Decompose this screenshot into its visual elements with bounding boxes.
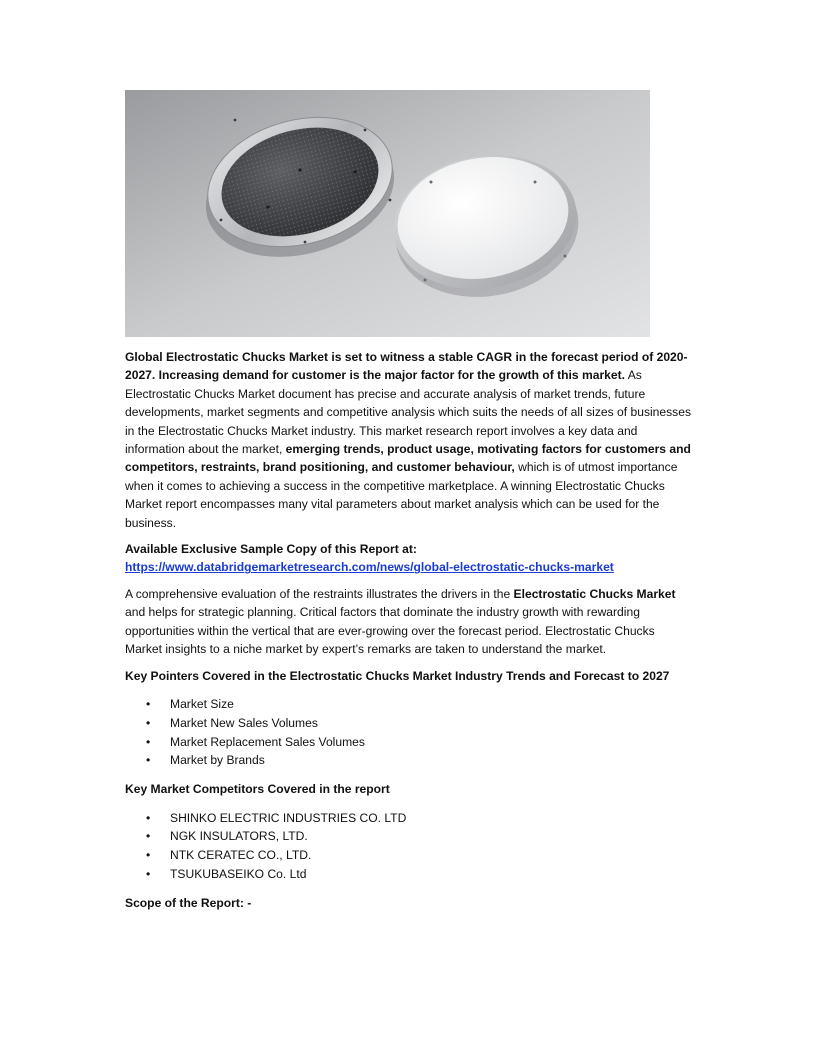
intro-bold-lead: Global Electrostatic Chucks Market is set to witness a stable CAGR in the forecast period of 2020-2027. Increasing demand for customer is the major factor for the growth of this market. [125,350,688,383]
evaluation-text-1: A comprehensive evaluation of the restraints illustrates the drivers in the [125,586,514,601]
list-item: • Market New Sales Volumes [125,714,693,733]
competitors-list [125,809,693,884]
list-item: • TSUKUBASEIKO Co. Ltd [125,865,693,884]
bullet-icon: • [146,848,151,863]
list-item: • Market by Brands [125,751,693,770]
list-item: • NTK CERATEC CO., LTD. [125,846,693,865]
key-pointers-list [125,695,693,770]
bullet-icon: • [146,829,151,844]
evaluation-bold: Electrostatic Chucks Market [513,586,676,601]
competitors-heading: Key Market Competitors Covered in the report [125,782,390,797]
intro-paragraph [125,348,693,532]
evaluation-paragraph [125,585,693,659]
key-pointers-heading: Key Pointers Covered in the Electrostatic Chucks Market Industry Trends and Forecast to 2027 [125,668,670,683]
sample-label: Available Exclusive Sample Copy of this Report at: [125,542,417,557]
report-body [125,348,693,922]
bullet-icon: • [146,734,151,749]
intro-bold-mid: emerging trends, product usage, motivating factors for customers and competitors, restraints, brand positioning, and customer behaviour, [125,442,691,475]
intro-text-1: As Electrostatic Chucks Market document has precise and accurate analysis of market trends, future developments, market segments and competitive analysis which suits the needs of all sizes of businesses in the Electrostatic Chucks Market industry. This market research report involves a key data and information about the market, [125,368,692,457]
electrostatic-chucks-photo [125,90,650,337]
list-item: • SHINKO ELECTRIC INDUSTRIES CO. LTD [125,809,693,828]
list-item: • NGK INSULATORS, LTD. [125,827,693,846]
bullet-icon: • [146,866,151,881]
intro-text-2: which is of utmost importance when it comes to achieving a success in the competitive marketplace. A winning Electrostatic Chucks Market report encompasses many vital parameters about market analysis which can be used for the business. [125,460,678,530]
bullet-icon: • [146,753,151,768]
list-item: • Market Size [125,695,693,714]
bullet-icon: • [146,715,151,730]
bullet-icon: • [146,810,151,825]
sample-paragraph [125,540,693,577]
bullet-icon: • [146,696,151,711]
scope-heading: Scope of the Report: - [125,895,252,910]
sample-report-link[interactable]: https://www.databridgemarketresearch.com/news/global-electrostatic-chucks-market [125,560,614,575]
list-item: • Market Replacement Sales Volumes [125,733,693,752]
evaluation-text-2: and helps for strategic planning. Critical factors that dominate the industry growth with rewarding opportunities within the vertical that are ever-growing over the forecast period. Electrostatic Chucks Market insights to a niche market by expert’s remarks are taken to understand the market. [125,605,655,657]
